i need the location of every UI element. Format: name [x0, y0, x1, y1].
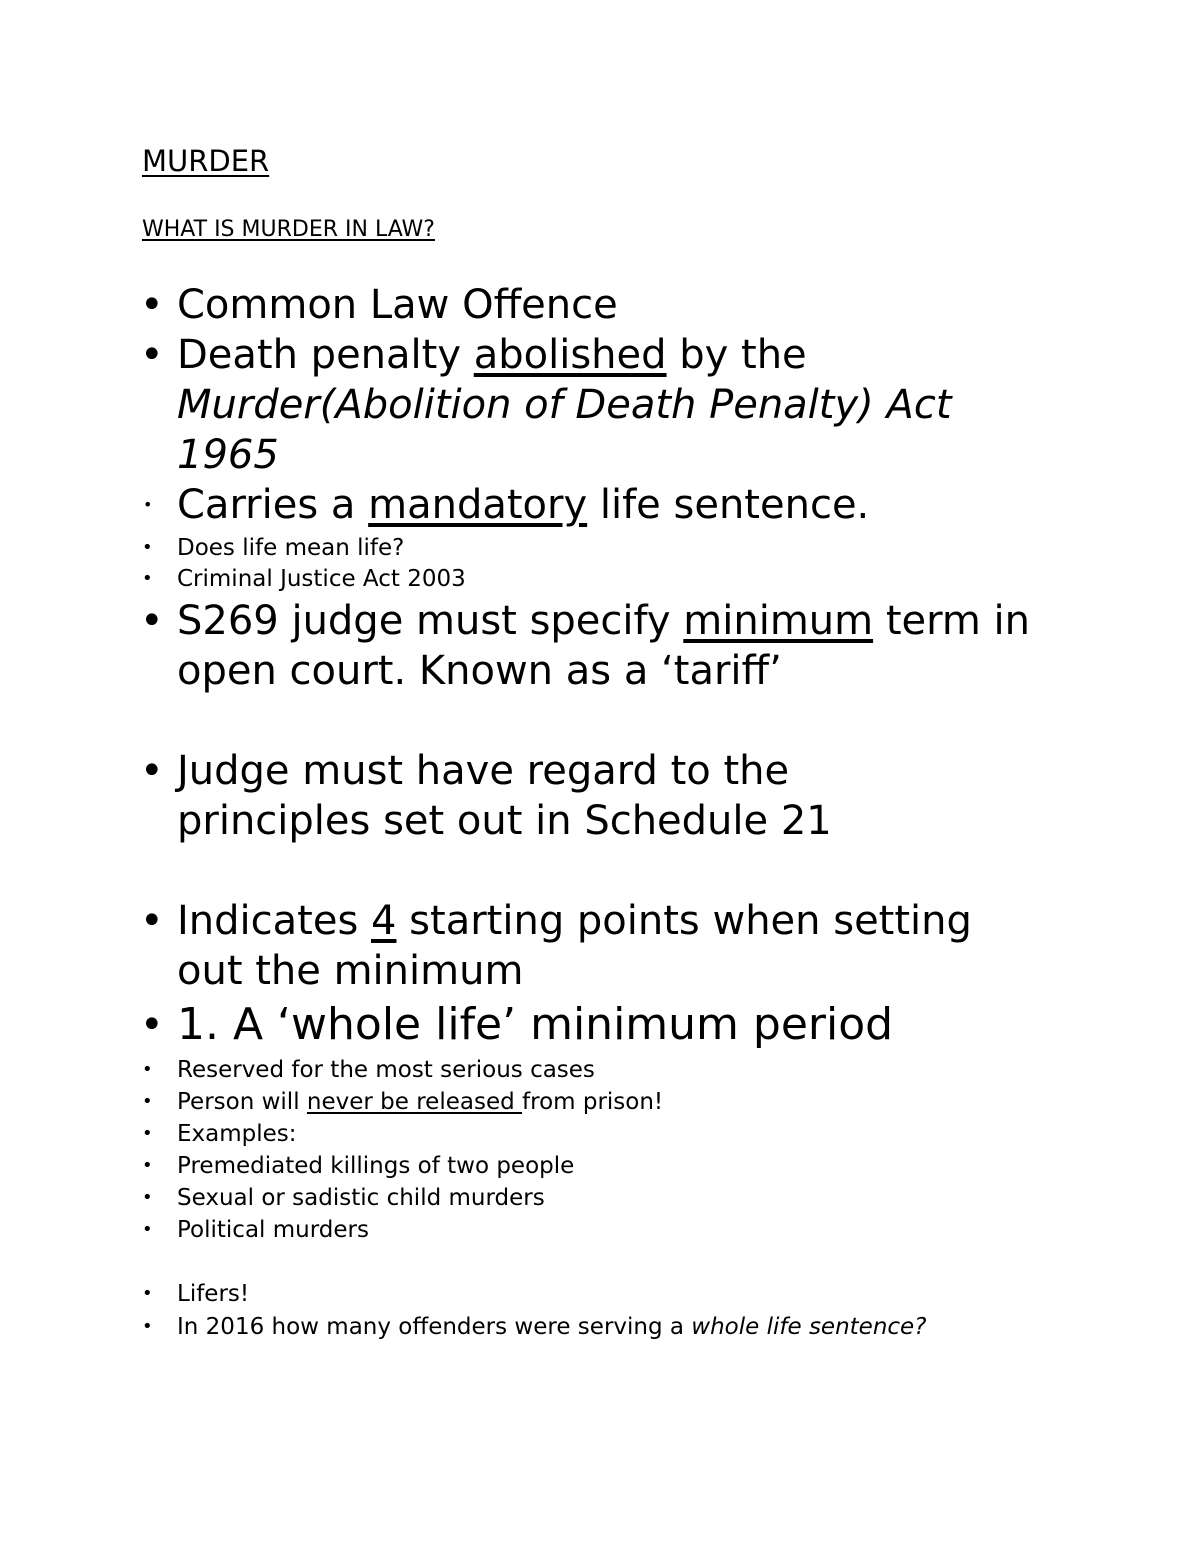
- list-item-text: Premediated killings of two people: [177, 1153, 575, 1179]
- list-number: 1.: [177, 999, 219, 1050]
- list-item-text: Examples:: [177, 1121, 297, 1147]
- bullet-icon: •: [142, 568, 153, 589]
- underlined-text: mandatory: [368, 482, 588, 528]
- list-item-text: [177, 896, 1047, 996]
- list-item-text: [177, 330, 1037, 480]
- bullet-icon: •: [142, 1059, 153, 1080]
- text-run: Indicates: [177, 898, 372, 944]
- italic-text: Murder(Abolition of Death Penalty) Act 1965: [177, 382, 952, 478]
- list-item-text: Judge must have regard to the principles set out in Schedule 21: [177, 748, 832, 844]
- bullet-icon: •: [142, 1219, 153, 1240]
- bullet-icon: •: [140, 598, 164, 644]
- bullet-icon: •: [142, 1283, 153, 1304]
- list-item-text: [177, 480, 1057, 530]
- list-item-text: [177, 1086, 1057, 1118]
- text-run: starting points when setting out the minimum: [177, 898, 972, 994]
- list-item-text: Common Law Offence: [177, 282, 618, 328]
- text-run: from prison!: [522, 1089, 664, 1115]
- bullet-icon: •: [140, 1002, 164, 1048]
- bullet-icon: •: [140, 282, 164, 328]
- list-item-text: Does life mean life?: [177, 535, 405, 561]
- list-item-text: [177, 596, 1057, 696]
- text-run: Carries a: [177, 482, 369, 528]
- bullet-icon: •: [142, 1155, 153, 1176]
- list-item-text: Criminal Justice Act 2003: [177, 566, 466, 592]
- text-run: Person will: [177, 1089, 307, 1115]
- list-item-text: Lifers!: [177, 1281, 250, 1307]
- bullet-icon: •: [140, 748, 164, 794]
- underlined-text: 4: [371, 898, 397, 944]
- bullet-icon: •: [140, 898, 164, 944]
- text-run: by the: [666, 332, 807, 378]
- underlined-text: minimum: [683, 598, 874, 644]
- list-item-text: [177, 1311, 937, 1343]
- text-run: In 2016 how many offenders were serving a: [177, 1314, 692, 1340]
- bullet-icon: •: [142, 1091, 153, 1112]
- underlined-text: abolished: [473, 332, 667, 378]
- text-run: Death penalty: [177, 332, 474, 378]
- text-run: life sentence.: [587, 482, 870, 528]
- bullet-icon: •: [142, 537, 153, 558]
- italic-text: whole life sentence?: [691, 1314, 927, 1340]
- list-item-text: [177, 1000, 1057, 1050]
- bullet-icon: •: [140, 332, 164, 378]
- document-subtitle: WHAT IS MURDER IN LAW?: [142, 217, 435, 242]
- list-item-text: Reserved for the most serious cases: [177, 1057, 595, 1083]
- bullet-icon: •: [142, 1187, 153, 1208]
- document-title: MURDER: [142, 144, 270, 178]
- underlined-text: never be released: [306, 1089, 523, 1115]
- bullet-icon: •: [142, 1123, 153, 1144]
- text-run: S269 judge must specify: [177, 598, 684, 644]
- list-item-text: Sexual or sadistic child murders: [177, 1185, 545, 1211]
- text-run: A ‘whole life’ minimum period: [218, 999, 894, 1050]
- text-run: term in open court. Known as a ‘tariff’: [177, 598, 1031, 694]
- bullet-icon: •: [143, 495, 153, 514]
- list-item-text: Political murders: [177, 1217, 369, 1243]
- bullet-icon: •: [142, 1316, 153, 1337]
